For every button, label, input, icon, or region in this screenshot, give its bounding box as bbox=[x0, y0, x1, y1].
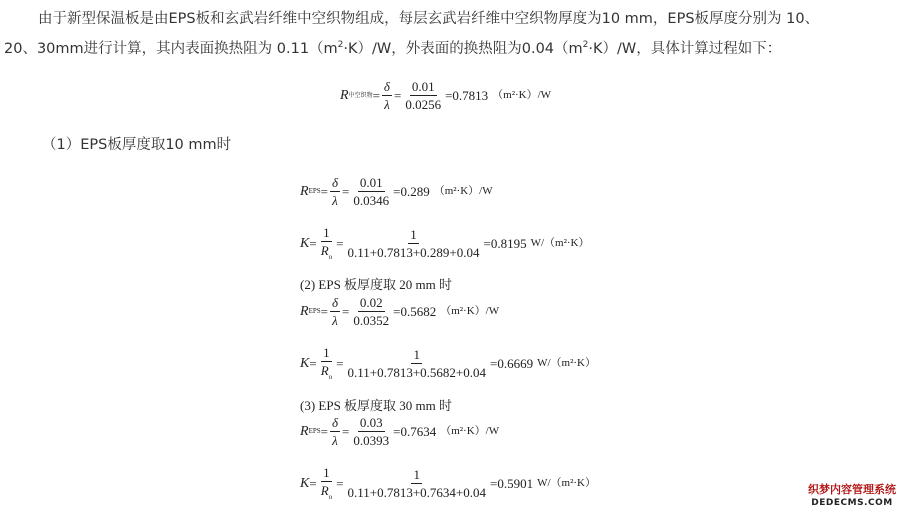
case2-r-formula bbox=[300, 296, 499, 327]
denominator: 0.0346 bbox=[353, 193, 390, 208]
numerator: 0.01 bbox=[359, 175, 383, 190]
equals: = bbox=[320, 304, 328, 319]
case3-heading: (3) EPS 板厚度取 30 mm 时 bbox=[300, 398, 453, 413]
denominator: 0.11+0.7813+0.7634+0.04 bbox=[347, 485, 486, 500]
var-r: R bbox=[340, 87, 349, 103]
fraction bbox=[319, 466, 334, 501]
intro-text: 20、30mm进行计算，其内表面换热阻为 0.11（m bbox=[4, 41, 338, 57]
case1-heading: （1）EPS板厚度取10 mm时 bbox=[42, 137, 232, 153]
fraction bbox=[345, 228, 481, 259]
equals: = bbox=[342, 424, 350, 439]
equals: = bbox=[320, 184, 328, 199]
numerator: δ bbox=[383, 79, 390, 94]
numerator: 0.02 bbox=[359, 295, 383, 310]
result: =0.6669 bbox=[490, 356, 534, 371]
denominator: λ bbox=[332, 193, 338, 208]
fraction bbox=[351, 176, 391, 207]
equals: = bbox=[336, 236, 344, 251]
equals: = bbox=[336, 356, 344, 371]
fraction bbox=[330, 176, 340, 207]
unit: （m²·K）/W bbox=[440, 305, 500, 317]
equals: = bbox=[372, 88, 380, 103]
numerator: 1 bbox=[413, 467, 420, 482]
denominator: 0.11+0.7813+0.5682+0.04 bbox=[347, 365, 486, 380]
fraction bbox=[330, 296, 340, 327]
fraction bbox=[403, 80, 443, 111]
case3-r-formula bbox=[300, 416, 499, 447]
equals: = bbox=[309, 236, 317, 251]
unit: W/（m²·K） bbox=[530, 237, 590, 249]
subscript: o bbox=[328, 373, 333, 381]
var-r: R bbox=[300, 423, 309, 439]
intro-paragraph-line1: 由于新型保温板是由EPS板和玄武岩纤维中空织物组成，每层玄武岩纤维中空织物厚度为10 mm，EPS板厚度分别为 10、 bbox=[38, 11, 820, 27]
fraction bbox=[351, 416, 391, 447]
var-k: K bbox=[300, 355, 310, 371]
superscript: 2 bbox=[582, 40, 589, 50]
numerator: 0.01 bbox=[411, 79, 435, 94]
subscript: EPS bbox=[308, 307, 321, 315]
denominator: 0.0393 bbox=[353, 433, 390, 448]
case2-k-formula bbox=[300, 346, 596, 381]
watermark bbox=[798, 483, 906, 513]
intro-text: ·K）/W，外表面的换热阻为0.04（m bbox=[343, 41, 583, 57]
intro-text: ·K）/W，具体计算过程如下： bbox=[588, 41, 782, 57]
numerator: 1 bbox=[410, 227, 417, 242]
formula-r-fabric bbox=[340, 80, 551, 111]
denominator-var: R bbox=[320, 243, 329, 258]
fraction bbox=[345, 468, 488, 499]
denominator: λ bbox=[332, 313, 338, 328]
fraction bbox=[319, 226, 334, 261]
result: =0.7813 bbox=[445, 88, 489, 103]
fraction bbox=[319, 346, 334, 381]
numerator: δ bbox=[331, 175, 339, 190]
subscript: EPS bbox=[308, 427, 321, 435]
subscript: 中空织物 bbox=[348, 92, 373, 99]
equals: = bbox=[342, 304, 350, 319]
superscript: 2 bbox=[337, 40, 344, 50]
numerator: 0.03 bbox=[359, 415, 383, 430]
denominator-var: R bbox=[320, 363, 329, 378]
result: =0.5682 bbox=[393, 304, 437, 319]
watermark-cn: 织梦内容管理系统 bbox=[808, 483, 896, 496]
numerator: δ bbox=[331, 295, 339, 310]
equals: = bbox=[309, 476, 317, 491]
numerator: 1 bbox=[323, 225, 330, 240]
denominator: λ bbox=[332, 433, 338, 448]
unit: W/（m²·K） bbox=[537, 477, 596, 489]
case2-heading: (2) EPS 板厚度取 20 mm 时 bbox=[300, 277, 453, 292]
denominator: 0.11+0.7813+0.289+0.04 bbox=[347, 245, 480, 260]
result: =0.289 bbox=[393, 184, 430, 199]
unit: W/（m²·K） bbox=[537, 357, 596, 369]
numerator: δ bbox=[331, 415, 339, 430]
case1-k-formula bbox=[300, 226, 590, 261]
numerator: 1 bbox=[413, 347, 420, 362]
unit: （m²·K）/W bbox=[492, 89, 552, 101]
denominator: 0.0352 bbox=[353, 313, 390, 328]
denominator-var: R bbox=[320, 483, 329, 498]
watermark-en: DEDECMS.COM bbox=[811, 498, 893, 508]
result: =0.8195 bbox=[483, 236, 527, 251]
var-r: R bbox=[300, 183, 309, 199]
equals: = bbox=[320, 424, 328, 439]
var-r: R bbox=[300, 303, 309, 319]
fraction bbox=[351, 296, 391, 327]
case3-k-formula bbox=[300, 466, 596, 501]
fraction bbox=[345, 348, 488, 379]
unit: （m²·K）/W bbox=[433, 185, 493, 197]
fraction bbox=[330, 416, 340, 447]
result: =0.7634 bbox=[393, 424, 437, 439]
fraction bbox=[382, 80, 392, 111]
equals: = bbox=[309, 356, 317, 371]
subscript: o bbox=[328, 253, 333, 261]
var-k: K bbox=[300, 475, 310, 491]
denominator: 0.0256 bbox=[405, 97, 442, 112]
intro-paragraph-line2 bbox=[4, 34, 904, 64]
numerator: 1 bbox=[323, 345, 330, 360]
result: =0.5901 bbox=[490, 476, 534, 491]
numerator: 1 bbox=[323, 465, 330, 480]
var-k: K bbox=[300, 235, 310, 251]
denominator: λ bbox=[384, 97, 390, 112]
equals: = bbox=[393, 88, 402, 103]
equals: = bbox=[336, 476, 344, 491]
subscript: EPS bbox=[308, 187, 321, 195]
equals: = bbox=[342, 184, 350, 199]
unit: （m²·K）/W bbox=[440, 425, 500, 437]
case1-r-formula bbox=[300, 176, 493, 207]
subscript: o bbox=[328, 493, 333, 501]
